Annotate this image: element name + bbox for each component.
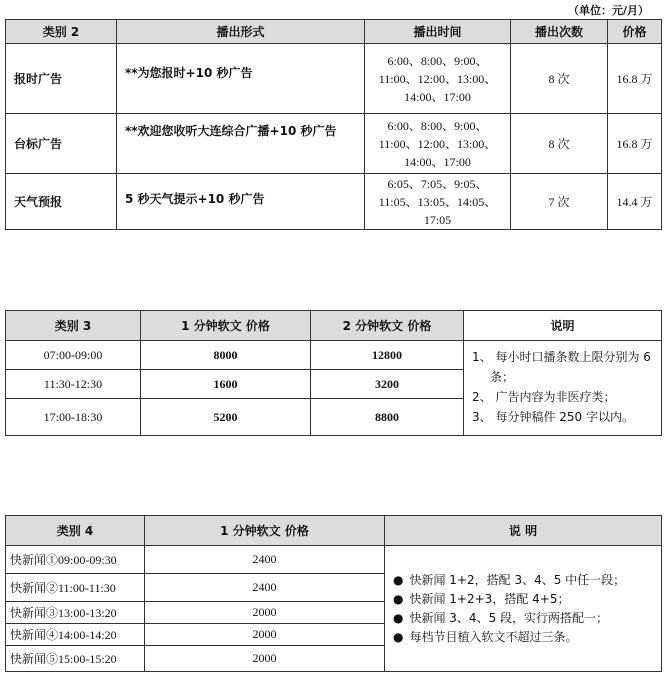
row-price: 16.8 万: [608, 44, 662, 114]
row-price: 14.4 万: [608, 174, 662, 230]
header-category: 类别 4: [6, 516, 145, 546]
note-line: 2、 广告内容为非医疗类；: [472, 390, 616, 404]
notes-cell: [464, 341, 662, 436]
unit-label: （单位：元/月）: [567, 4, 649, 17]
bullet-text: 每档节目植入软文不超过三条。: [409, 629, 578, 644]
header-2min-price: 2 分钟软文 价格: [311, 311, 464, 341]
table-category-2: [5, 19, 662, 230]
time-line: 11:05、13:05、14:05、: [378, 194, 497, 209]
header-price: 价格: [608, 20, 662, 44]
header-form: 播出形式: [117, 20, 365, 44]
bullet-text: 快新闻 1+2，搭配 3、4、5 中任一段；: [409, 572, 626, 587]
row-price: 16.8 万: [608, 114, 662, 174]
row-slot: 快新闻①09:00-09:30: [6, 546, 145, 574]
row-price: 2400: [145, 546, 385, 574]
note-line: 3、 每分钟稿件 250 字以内。: [472, 410, 634, 424]
row-slot: 07:00-09:00: [6, 341, 141, 370]
header-1min-price: 1 分钟软文 价格: [141, 311, 311, 341]
bullet-text: 快新闻 1+2+3，搭配 4+5；: [409, 591, 570, 606]
row-slot: 快新闻③13:00-13:20: [6, 602, 145, 624]
time-line: 11:00、12:00、13:00、: [378, 71, 497, 86]
row-price-1min: 1600: [141, 370, 311, 399]
time-line: 6:00、8:00、9:00、: [387, 118, 488, 133]
time-line: 11:00、12:00、13:00、: [378, 136, 497, 151]
table-row: [6, 114, 662, 174]
row-price-1min: 8000: [141, 341, 311, 370]
row-times: [365, 174, 511, 230]
row-slot: 快新闻④14:00-14:20: [6, 624, 145, 646]
bullet-icon: ●: [393, 572, 404, 587]
row-form: **为您报时+10 秒广告: [117, 44, 365, 114]
header-category: 类别 3: [6, 311, 141, 341]
bullet-icon: ●: [393, 629, 404, 644]
row-price: 2400: [145, 574, 385, 602]
row-category: 天气预报: [6, 174, 117, 230]
row-price: 2000: [145, 602, 385, 624]
row-times: [365, 114, 511, 174]
table-header-row: [6, 516, 662, 546]
table-category-3: [5, 310, 662, 436]
bullet-text: 快新闻 3、4、5 段，实行两搭配一；: [409, 610, 609, 625]
bullet-item: [393, 609, 653, 628]
header-notes: 说 明: [385, 516, 662, 546]
row-count: 8 次: [511, 114, 608, 174]
bullet-item: [393, 571, 653, 590]
row-form: 5 秒天气提示+10 秒广告: [117, 174, 365, 230]
row-category: 报时广告: [6, 44, 117, 114]
table-row: [6, 174, 662, 230]
bullet-item: [393, 628, 653, 647]
bullets-cell: [385, 546, 662, 672]
row-price: 2000: [145, 646, 385, 672]
header-1min-price: 1 分钟软文 价格: [145, 516, 385, 546]
note-line: 1、 每小时口播条数上限分别为 6: [472, 350, 651, 364]
table-row: [6, 44, 662, 114]
row-price-2min: 3200: [311, 370, 464, 399]
bullet-icon: ●: [393, 610, 404, 625]
row-price-2min: 12800: [311, 341, 464, 370]
header-count: 播出次数: [511, 20, 608, 44]
row-price-2min: 8800: [311, 399, 464, 436]
row-slot: 快新闻②11:00-11:30: [6, 574, 145, 602]
row-price-1min: 5200: [141, 399, 311, 436]
row-count: 8 次: [511, 44, 608, 114]
row-times: [365, 44, 511, 114]
header-notes: 说明: [464, 311, 662, 341]
time-line: 14:00、17:00: [404, 154, 471, 169]
header-category: 类别 2: [6, 20, 117, 44]
bullet-icon: ●: [393, 591, 404, 606]
row-form: **欢迎您收听大连综合广播+10 秒广告: [117, 114, 365, 174]
table-row: [6, 341, 662, 370]
row-slot: 17:00-18:30: [6, 399, 141, 436]
header-time: 播出时间: [365, 20, 511, 44]
row-count: 7 次: [511, 174, 608, 230]
bullet-item: [393, 590, 653, 609]
row-price: 2000: [145, 624, 385, 646]
time-line: 6:05、7:05、9:05、: [387, 176, 488, 191]
time-line: 6:00、8:00、9:00、: [387, 53, 488, 68]
table-row: [6, 546, 662, 574]
row-slot: 11:30-12:30: [6, 370, 141, 399]
time-line: 14:00、17:00: [404, 89, 471, 104]
table-category-4: [5, 515, 662, 672]
time-line: 17:05: [423, 212, 452, 227]
row-slot: 快新闻⑤15:00-15:20: [6, 646, 145, 672]
row-category: 台标广告: [6, 114, 117, 174]
table-header-row: [6, 20, 662, 44]
table-header-row: [6, 311, 662, 341]
note-line: 条；: [490, 370, 515, 384]
